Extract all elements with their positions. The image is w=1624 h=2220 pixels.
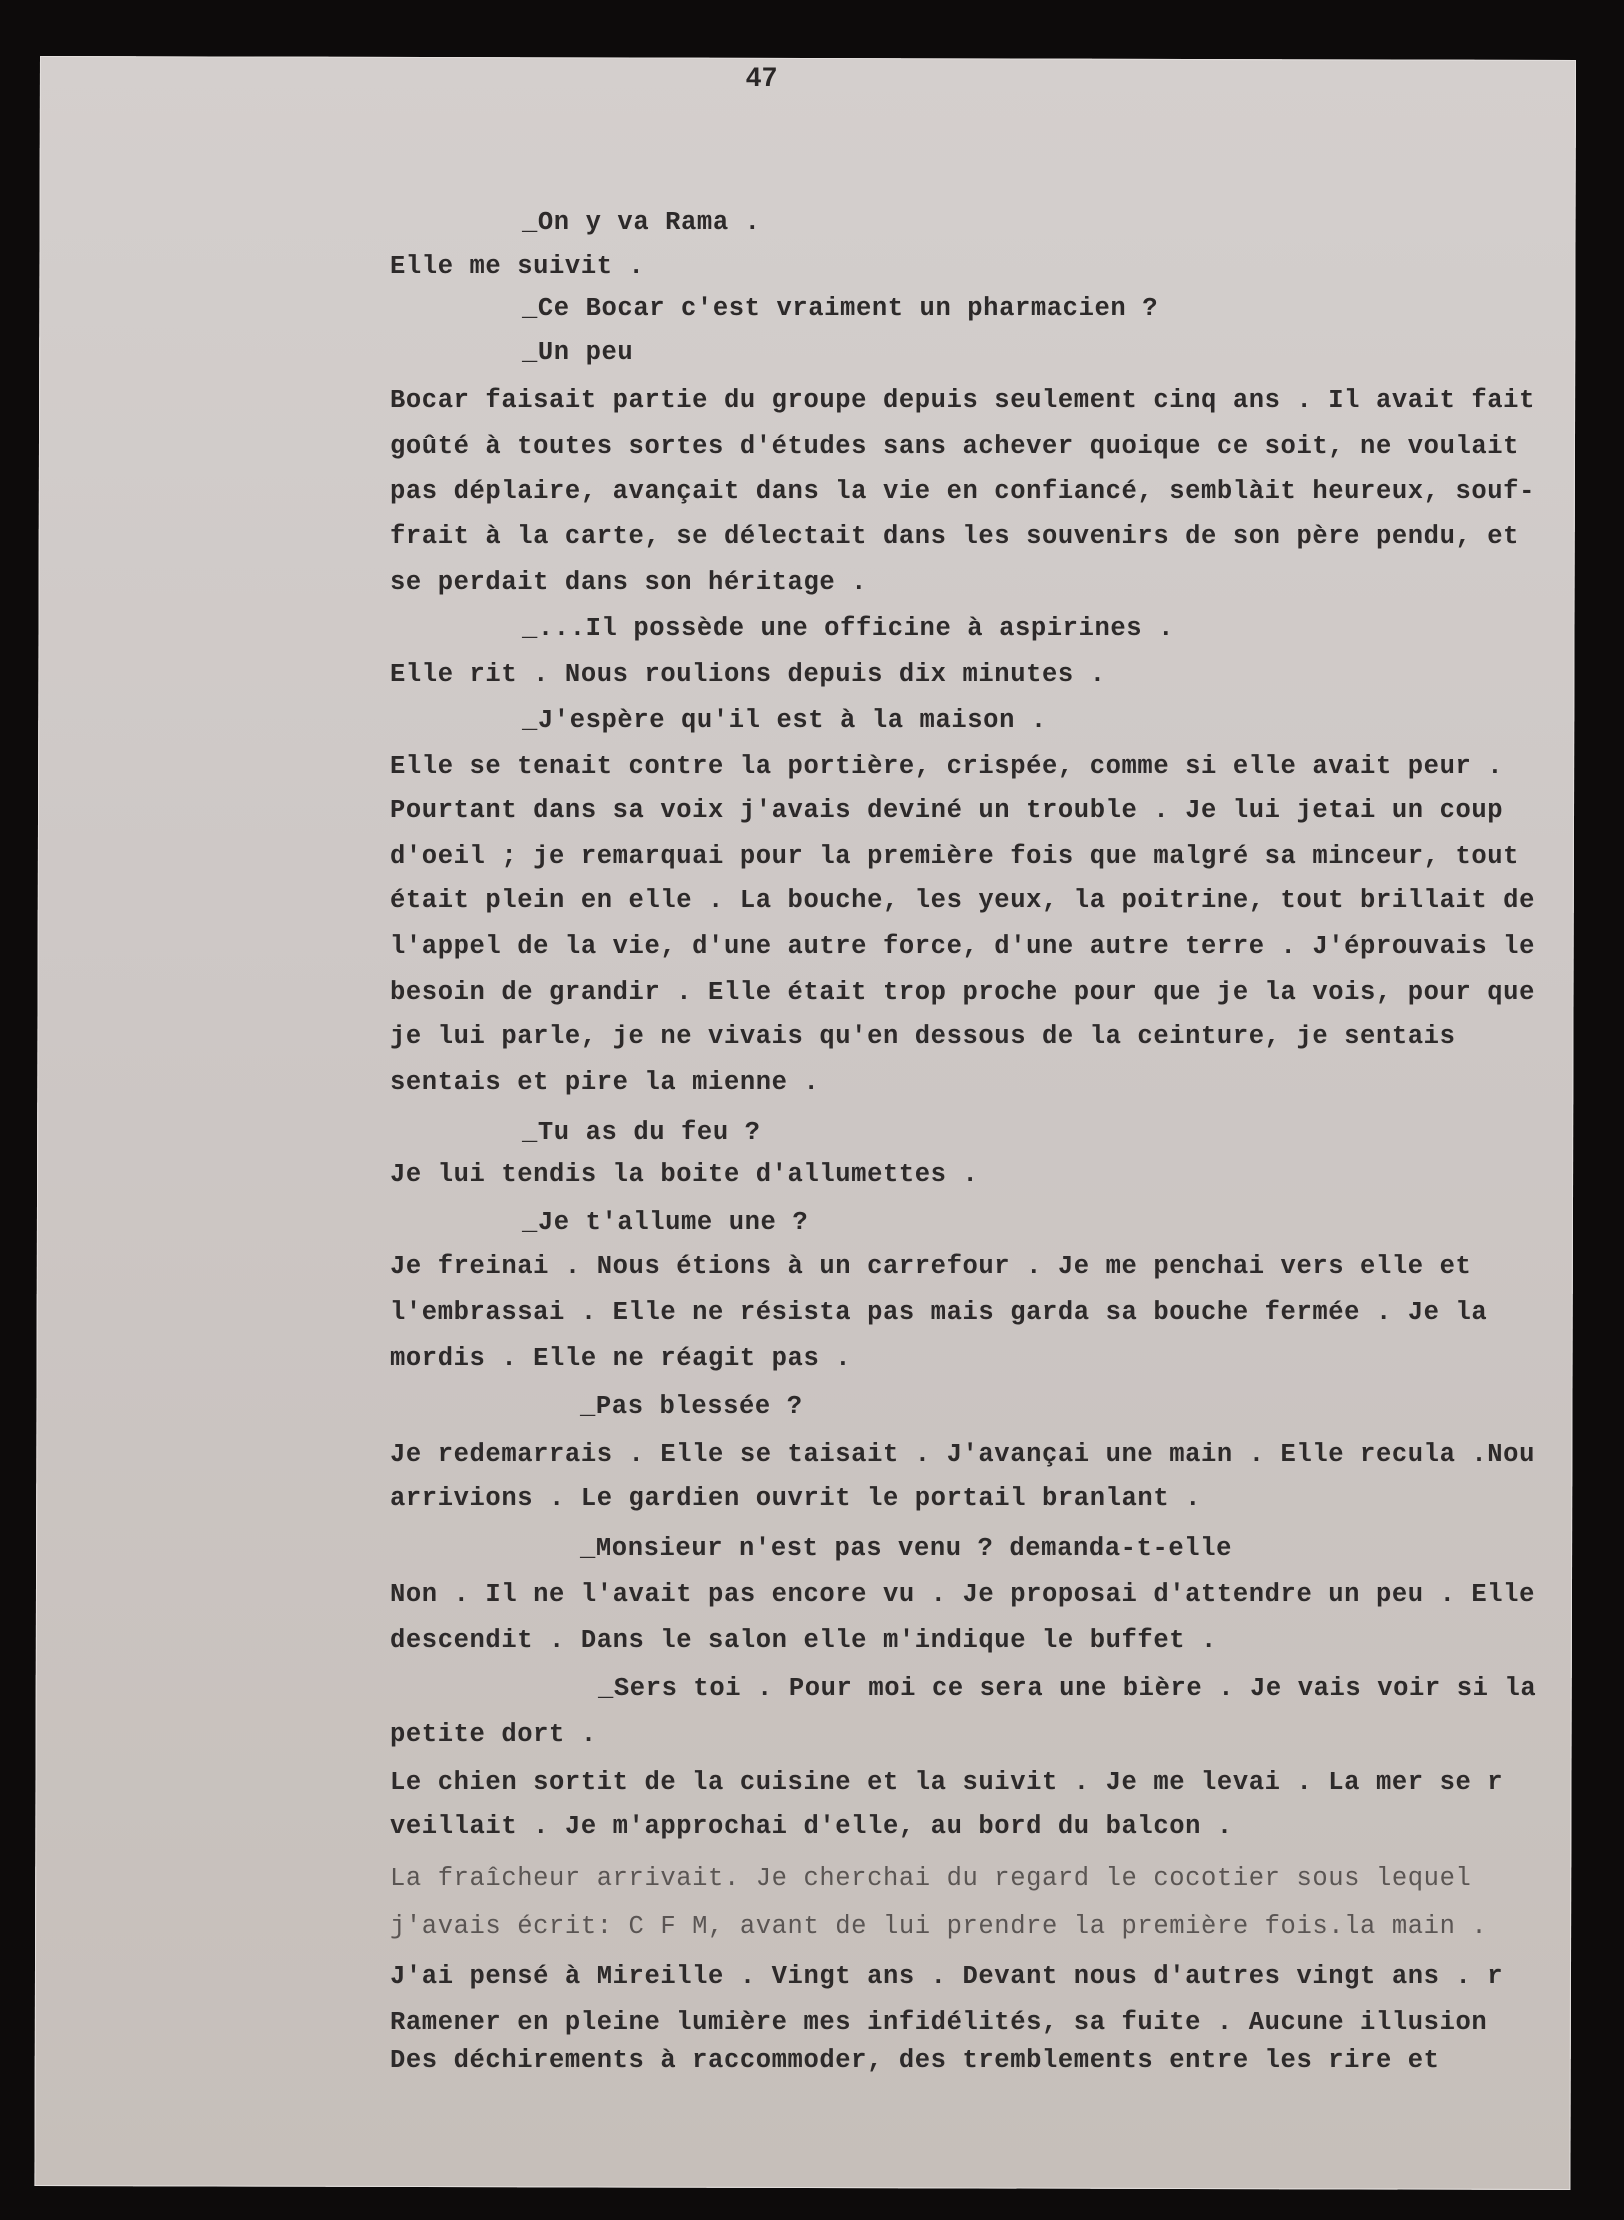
text-line: Bocar faisait partie du groupe depuis seulement cinq ans . Il avait fait [390,386,1535,415]
text-line: arrivions . Le gardien ouvrit le portail branlant . [390,1484,1202,1513]
text-line: Pourtant dans sa voix j'avais deviné un trouble . Je lui jetai un coup [390,796,1504,825]
text-line: _Je t'allume une ? [522,1208,809,1237]
text-line: _Sers toi . Pour moi ce sera une bière . Je vais voir si la [598,1674,1537,1703]
text-line: je lui parle, je ne vivais qu'en dessous de la ceinture, je sentais [390,1022,1456,1051]
text-line: Le chien sortit de la cuisine et la suivit . Je me levai . La mer se r [390,1768,1504,1797]
text-line: mordis . Elle ne réagit pas . [390,1344,852,1373]
text-line: _Ce Bocar c'est vraiment un pharmacien ? [522,294,1159,323]
text-line: _Pas blessée ? [580,1392,803,1421]
text-line: se perdait dans son héritage . [390,568,868,597]
text-line: _J'espère qu'il est à la maison . [522,706,1047,735]
text-line: J'ai pensé à Mireille . Vingt ans . Devant nous d'autres vingt ans . r [390,1962,1504,1991]
text-line: sentais et pire la mienne . [390,1068,820,1097]
text-line: l'embrassai . Elle ne résista pas mais garda sa bouche fermée . Je la [390,1298,1488,1327]
page-number: 47 [746,62,779,92]
text-line: La fraîcheur arrivait. Je cherchai du regard le cocotier sous lequel [390,1864,1472,1893]
text-line: était plein en elle . La bouche, les yeux, la poitrine, tout brillait de [390,886,1535,915]
text-line: goûté à toutes sortes d'études sans achever quoique ce soit, ne voulait [390,432,1520,461]
text-line: frait à la carte, se délectait dans les souvenirs de son père pendu, et [390,522,1520,551]
text-line: Elle rit . Nous roulions depuis dix minutes . [390,660,1106,689]
text-line: _Monsieur n'est pas venu ? demanda-t-elle [580,1534,1233,1563]
text-line: Elle se tenait contre la portière, crispée, comme si elle avait peur . [390,752,1504,781]
text-line: petite dort . [390,1720,597,1749]
text-line: d'oeil ; je remarquai pour la première fois que malgré sa minceur, tout [390,842,1520,871]
text-line: Je lui tendis la boite d'allumettes . [390,1160,979,1189]
text-line: pas déplaire, avançait dans la vie en confiancé, semblàit heureux, souf- [390,477,1535,506]
text-line: Je freinai . Nous étions à un carrefour . Je me penchai vers elle et [390,1252,1472,1281]
text-line: besoin de grandir . Elle était trop proche pour que je la vois, pour que [390,978,1535,1007]
text-line: _Tu as du feu ? [522,1118,761,1147]
text-line: _Un peu [522,338,634,367]
text-line: Des déchirements à raccommoder, des tremblements entre les rire et [390,2046,1440,2075]
text-line: l'appel de la vie, d'une autre force, d'une autre terre . J'éprouvais le [390,932,1535,961]
text-line: Je redemarrais . Elle se taisait . J'avançai une main . Elle recula .Nou [390,1440,1535,1469]
text-line: veillait . Je m'approchai d'elle, au bord du balcon . [390,1812,1233,1841]
text-line: descendit . Dans le salon elle m'indique le buffet . [390,1626,1217,1655]
text-line: Non . Il ne l'avait pas encore vu . Je proposai d'attendre un peu . Elle [390,1580,1535,1609]
text-line: _On y va Rama . [522,208,761,237]
text-line: j'avais écrit: C F M, avant de lui prendre la première fois.la main . [390,1912,1488,1941]
text-line: _...Il possède une officine à aspirines . [522,614,1175,643]
text-line: Elle me suivit . [390,252,645,281]
text-line: Ramener en pleine lumière mes infidélités, sa fuite . Aucune illusion [390,2008,1488,2037]
